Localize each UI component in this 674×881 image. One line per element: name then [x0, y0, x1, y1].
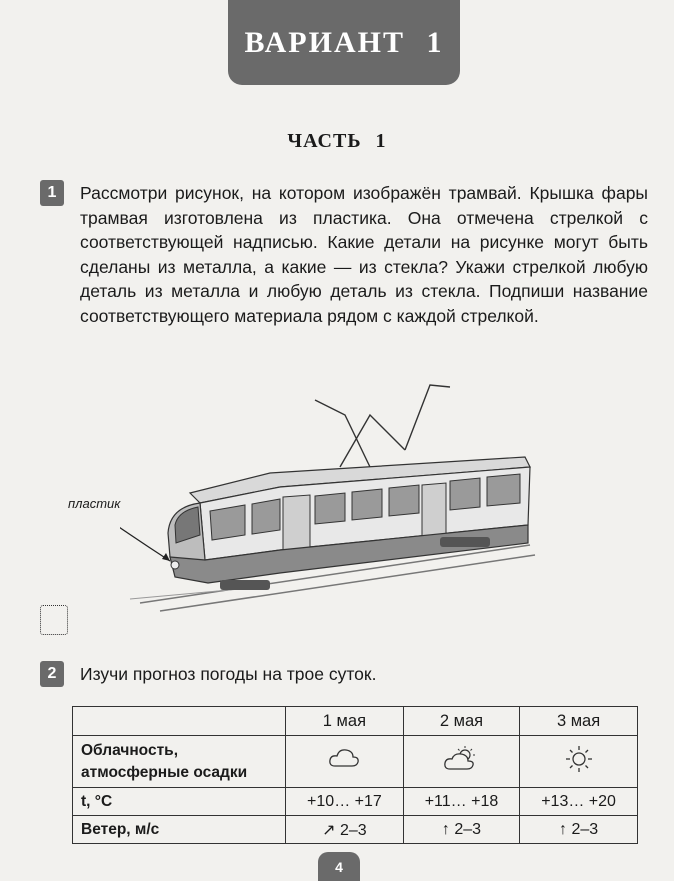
- cloudiness-row: [73, 736, 638, 788]
- tram-headlight: [171, 561, 179, 569]
- wind-label: Ветер, м/с: [73, 816, 286, 844]
- wind-cell-2: [403, 816, 519, 844]
- wind-cell-1: [286, 816, 404, 844]
- wind-value: 2–3: [339, 821, 367, 839]
- plastic-label: пластик: [68, 496, 121, 511]
- wind-arrow-icon: ↑: [558, 820, 567, 838]
- temperature-2: +11… +18: [403, 788, 519, 816]
- table-corner-cell: [73, 707, 286, 736]
- partly-cloudy-icon: [403, 736, 519, 788]
- pantograph: [315, 385, 450, 470]
- question-2-number: 2: [40, 661, 64, 687]
- page-number: 4: [318, 852, 360, 881]
- variant-banner: [228, 0, 460, 85]
- table-header-row: [73, 707, 638, 736]
- wind-value: 2–3: [571, 820, 599, 838]
- weather-forecast-table: [72, 706, 638, 844]
- wind-arrow-icon: ↗: [322, 821, 336, 839]
- wind-cell-3: [520, 816, 638, 844]
- temperature-row: [73, 788, 638, 816]
- temperature-1: +10… +17: [286, 788, 404, 816]
- date-3: 3 мая: [520, 707, 638, 736]
- cloudiness-label: Облачность, атмосферные осадки: [73, 736, 286, 788]
- variant-title: ВАРИАНТ 1: [244, 25, 444, 59]
- rail-line: [130, 589, 240, 599]
- sun-icon: [520, 736, 638, 788]
- wind-row: [73, 816, 638, 844]
- wind-arrow-icon: ↑: [441, 820, 450, 838]
- question-1-text: Рассмотри рисунок, на котором изображён трамвай. Крышка фары трамвая изготовлена из пластика. Она отмечена стрелкой с соответствующей надписью. Какие детали на рисунке могут быть сделаны из металла, а какие — из стекла? Укажи стрелкой любую деталь из металла и любую деталь из стекла. Подпиши название соответствующего материала рядом с каждой стрелкой.: [80, 183, 648, 326]
- answer-box[interactable]: [40, 605, 68, 635]
- date-1: 1 мая: [286, 707, 404, 736]
- cloud-icon: [286, 736, 404, 788]
- question-1-number: 1: [40, 180, 64, 206]
- plastic-arrow: [120, 507, 170, 561]
- tram-illustration: [120, 375, 540, 615]
- temperature-label: t, °С: [73, 788, 286, 816]
- date-2: 2 мая: [403, 707, 519, 736]
- question-2-text: Изучи прогноз погоды на трое суток.: [80, 664, 377, 684]
- temperature-3: +13… +20: [520, 788, 638, 816]
- wind-value: 2–3: [454, 820, 482, 838]
- part-title: ЧАСТЬ 1: [287, 130, 387, 152]
